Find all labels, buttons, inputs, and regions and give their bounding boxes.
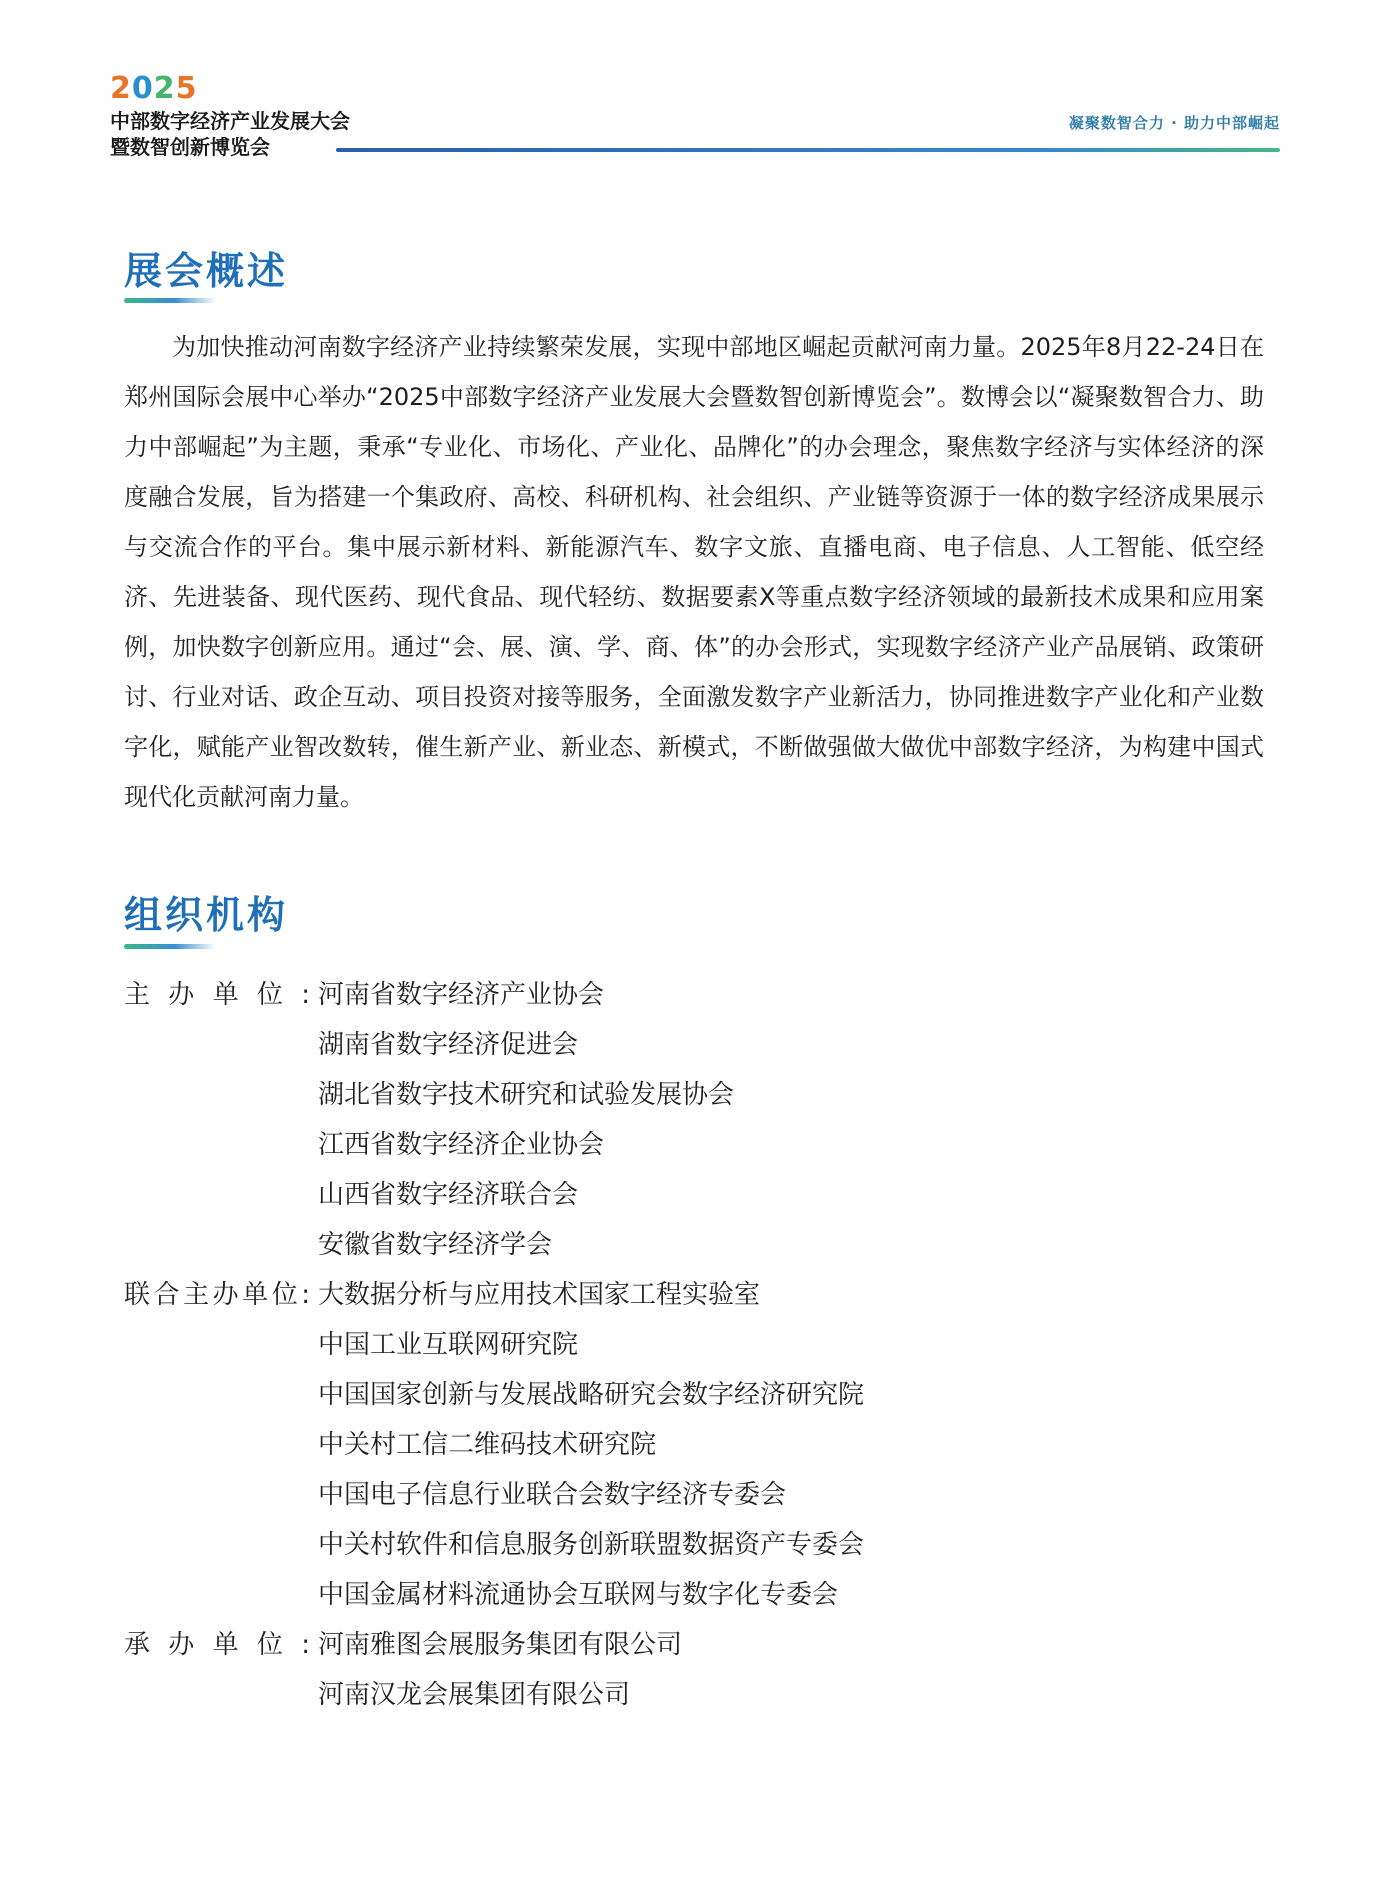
organizer-item: 安徽省数字经济学会 — [318, 1230, 553, 1260]
host-item: 河南雅图会展服务集团有限公司 — [318, 1630, 683, 1660]
header-slogan: 凝聚数智合力 · 助力中部崛起 — [1068, 114, 1280, 132]
organizer-item: 湖北省数字技术研究和试验发展协会 — [318, 1080, 735, 1110]
co-organizer-item: 中国国家创新与发展战略研究会数字经济研究院 — [318, 1380, 865, 1410]
co-organizer-item: 中国电子信息行业联合会数字经济专委会 — [318, 1480, 787, 1510]
organization-title-underline — [124, 944, 216, 949]
organization-title: 组织机构 — [124, 893, 289, 937]
co-organizer-item: 中国金属材料流通协会互联网与数字化专委会 — [318, 1580, 839, 1610]
logo-digit: 2 — [153, 71, 176, 106]
event-name-line1: 中部数字经济产业发展大会 — [110, 109, 350, 133]
host-label: 承办单位: — [124, 1630, 310, 1660]
event-name-line2: 暨数智创新博览会 — [110, 135, 270, 159]
co-organizer-label: 联合主办单位: — [124, 1280, 310, 1310]
co-organizer-item: 中关村工信二维码技术研究院 — [318, 1430, 657, 1460]
co-organizer-item: 中关村软件和信息服务创新联盟数据资产专委会 — [318, 1530, 865, 1560]
logo-digit: 5 — [175, 71, 198, 106]
overview-title-underline — [124, 298, 216, 303]
header-divider — [336, 148, 1280, 152]
organizer-item: 河南省数字经济产业协会 — [318, 980, 605, 1010]
organizer-item: 湖南省数字经济促进会 — [318, 1030, 579, 1060]
logo-digit: 2 — [110, 71, 132, 106]
co-organizer-item: 中国工业互联网研究院 — [318, 1330, 579, 1360]
organizer-item: 山西省数字经济联合会 — [318, 1180, 579, 1210]
organizer-label: 主办单位: — [124, 980, 310, 1010]
logo-year — [110, 72, 198, 106]
overview-paragraph: 为加快推动河南数字经济产业持续繁荣发展，实现中部地区崛起贡献河南力量。2025年8月22-24日在郑州国际会展中心举办“2025中部数字经济产业发展大会暨数智创新博览会”。数博会以“凝聚数智合力、助力中部崛起”为主题，秉承“专业化、市场化、产业化、品牌化”的办会理念，聚焦数字经济与实体经济的深度融合发展，旨为搭建一个集政府、高校、科研机构、社会组织、产业链等资源于一体的数字经济成果展示与交流合作的平台。集中展示新材料、新能源汽车、数字文旅、直播电商、电子信息、人工智能、低空经济、先进装备、现代医药、现代食品、现代轻纺、数据要素X等重点数字经济领域的最新技术成果和应用案例，加快数字创新应用。通过“会、展、演、学、商、体”的办会形式，实现数字经济产业产品展销、政策研讨、行业对话、政企互动、项目投资对接等服务，全面激发数字产业新活力，协同推进数字产业化和产业数字化，赋能产业智改数转，催生新产业、新业态、新模式，不断做强做大做优中部数字经济，为构建中国式现代化贡献河南力量。 — [124, 333, 1264, 811]
overview-title: 展会概述 — [124, 249, 289, 293]
logo-digit: 0 — [131, 71, 154, 106]
host-item: 河南汉龙会展集团有限公司 — [318, 1680, 631, 1710]
organizer-item: 江西省数字经济企业协会 — [318, 1130, 605, 1160]
co-organizer-item: 大数据分析与应用技术国家工程实验室 — [318, 1280, 761, 1310]
